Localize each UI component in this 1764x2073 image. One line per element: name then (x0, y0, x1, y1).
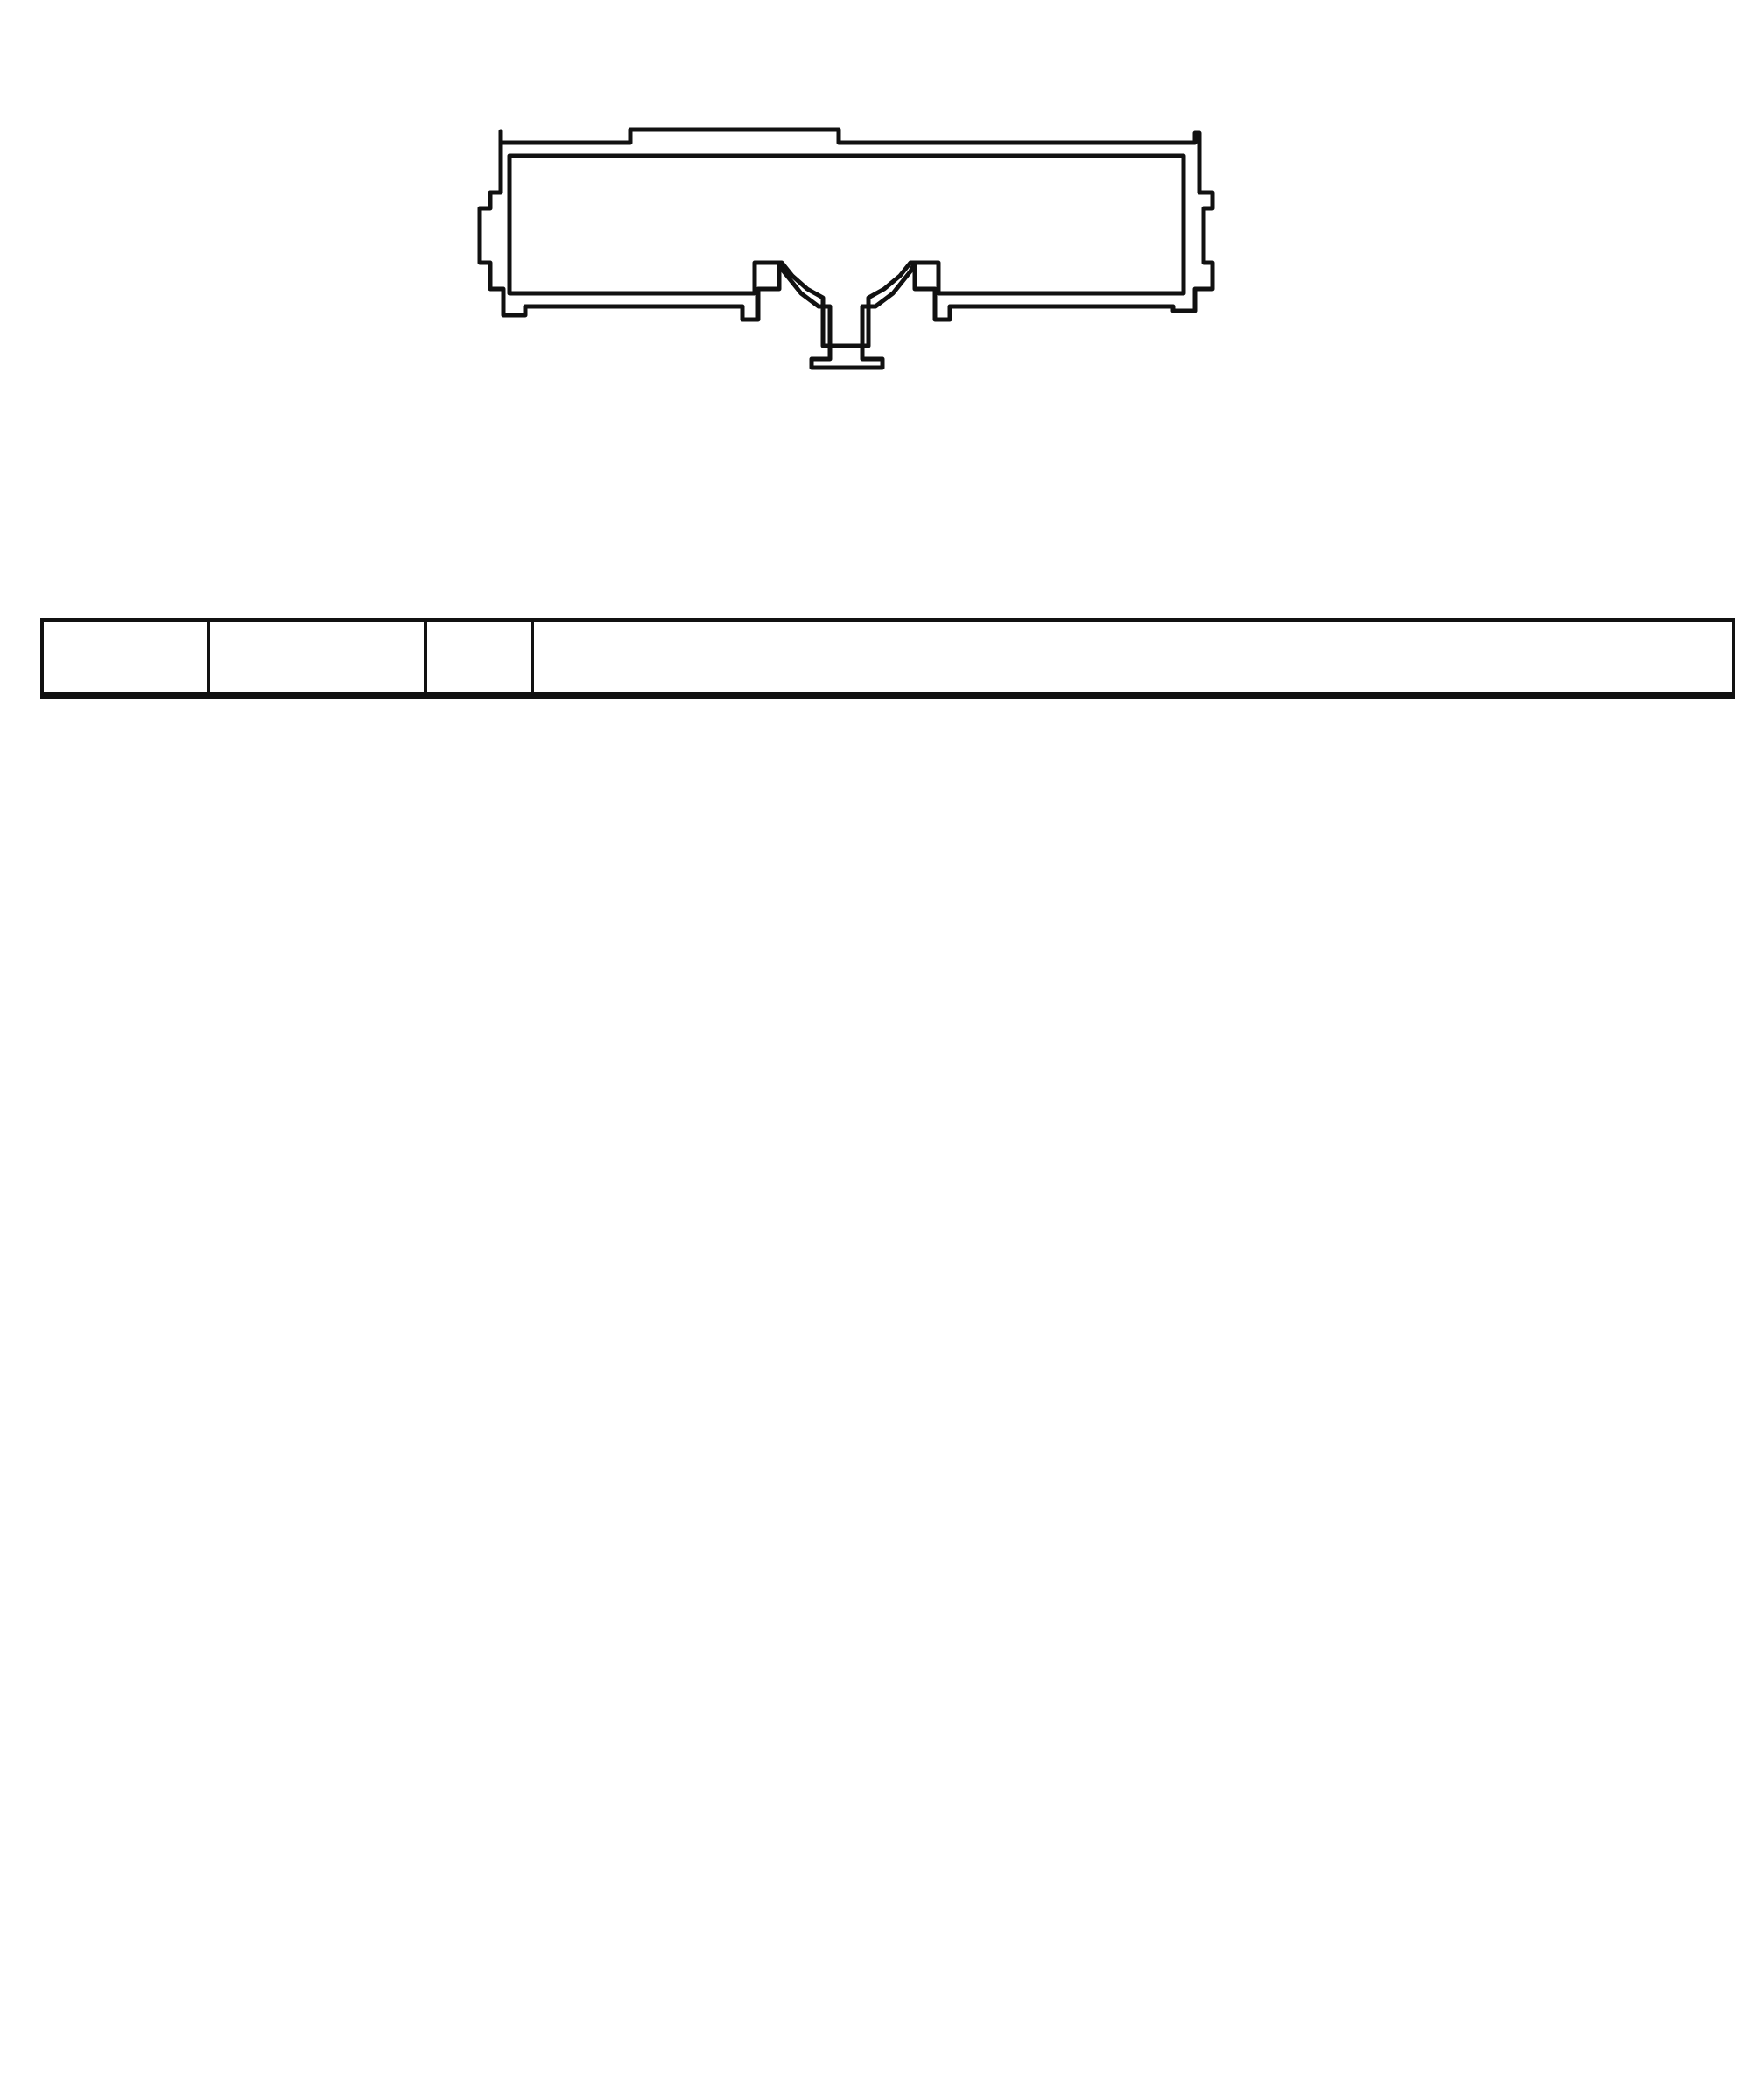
header-cavity (42, 620, 208, 695)
header-wire-color (208, 620, 425, 695)
connector-inner-outline (510, 156, 1184, 346)
connector-diagram (0, 0, 1764, 385)
pinout-table (40, 618, 1735, 699)
header-description (532, 620, 1733, 695)
header-ckt (425, 620, 532, 695)
connector-body-outline (480, 130, 1212, 368)
table-header-row (42, 620, 1733, 695)
